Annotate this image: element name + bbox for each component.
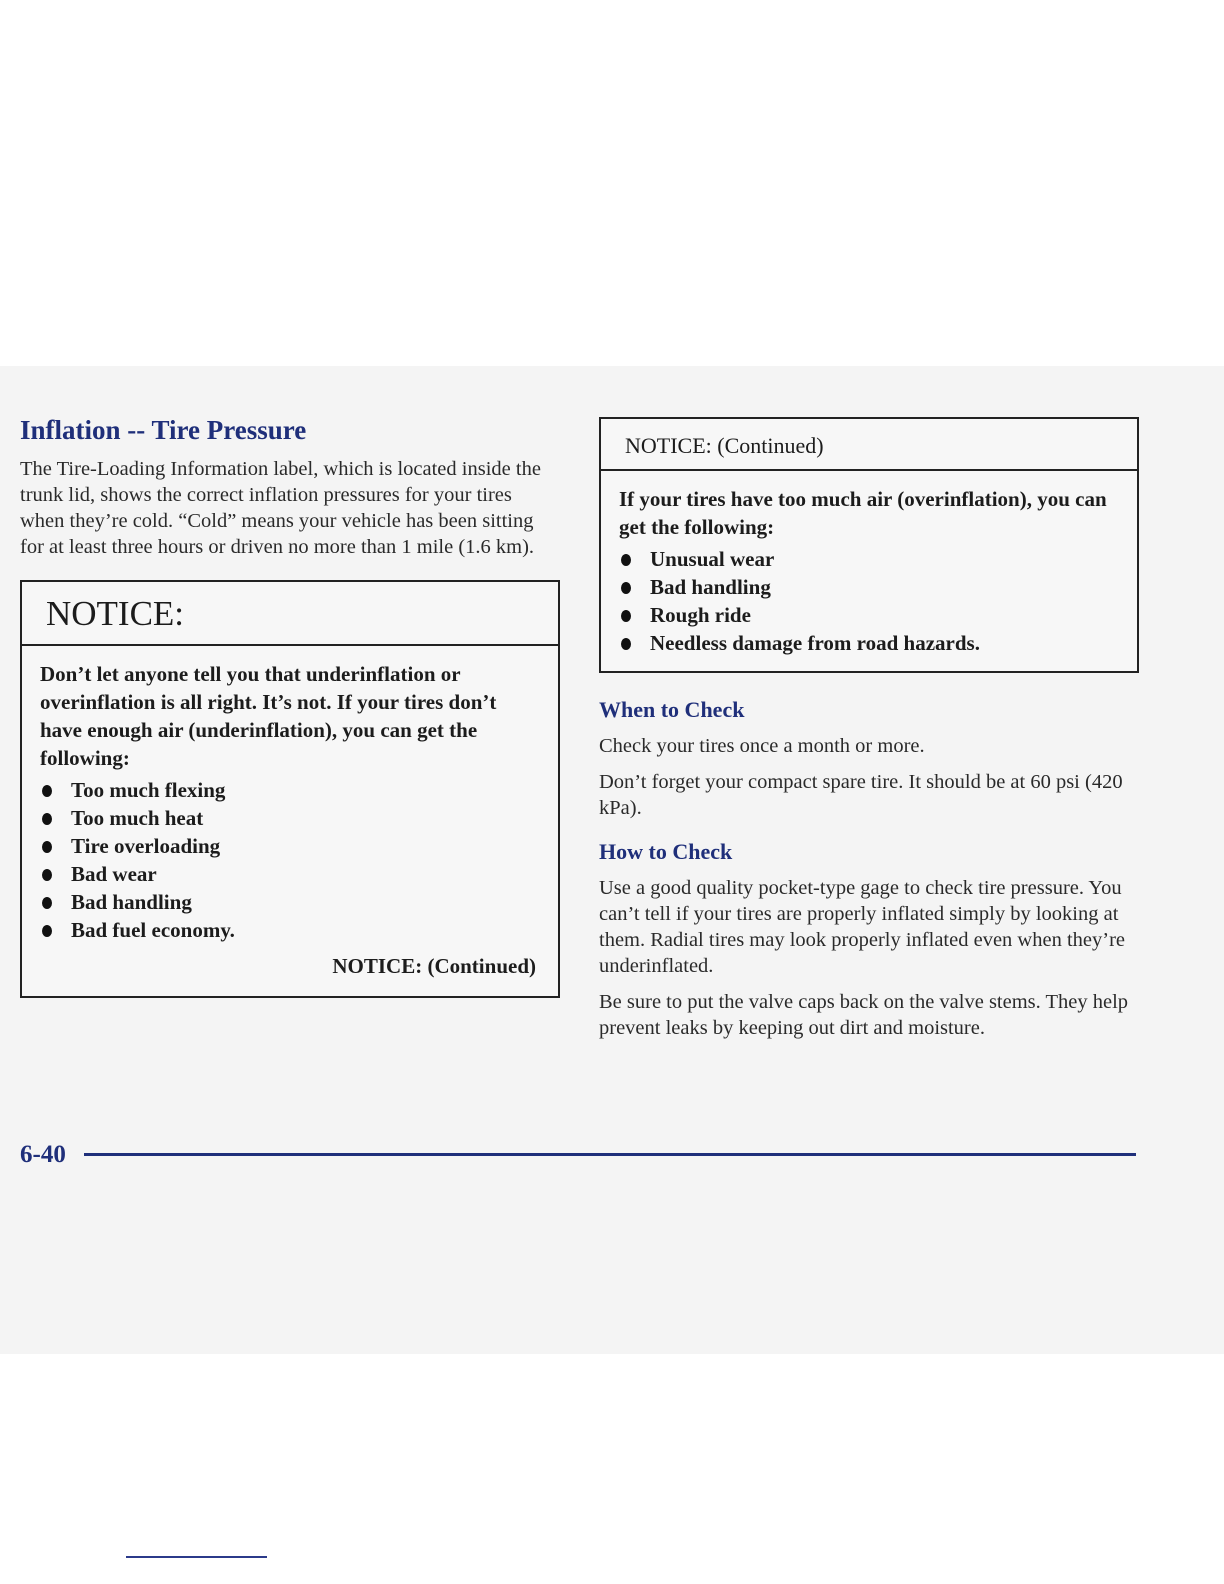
how-to-check-title: How to Check [599, 839, 733, 864]
list-item: Unusual wear [619, 545, 1119, 573]
footer-rule [84, 1153, 1136, 1156]
intro-paragraph: The Tire-Loading Information label, which is located inside the trunk lid, shows the correct inflation pressures for your tires when they’re cold. “Cold” means your vehicle has been sitting for at least three hours or driven no more than 1 mile (1.6 km). [20, 458, 541, 558]
list-item: Bad fuel economy. [40, 916, 540, 944]
notice-continued-label: NOTICE: (Continued) [332, 954, 536, 978]
list-item: Needless damage from road hazards. [619, 629, 1119, 657]
when-paragraph-1: Check your tires once a month or more. [599, 735, 925, 757]
right-column [599, 417, 1139, 1049]
notice-bullet-list [619, 545, 1119, 657]
list-item: Bad handling [40, 888, 540, 916]
how-paragraph-2: Be sure to put the valve caps back on the valve stems. They help prevent leaks by keeping out dirt and moisture. [599, 991, 1129, 1039]
notice-text: Don’t let anyone tell you that underinflation or overinflation is all right. It’s not. If your tires don’t have enough air (underinflation), you can get the following: [40, 662, 497, 770]
list-item: Tire overloading [40, 832, 540, 860]
notice-body [601, 471, 1137, 671]
notice-continued-heading: NOTICE: (Continued) [601, 419, 1137, 471]
list-item: Too much heat [40, 804, 540, 832]
page-number: 6-40 [20, 1141, 66, 1168]
left-column [20, 412, 560, 998]
notice-box-underinflation [20, 580, 560, 998]
notice-box-overinflation [599, 417, 1139, 673]
section-title: Inflation -- Tire Pressure [20, 415, 307, 445]
list-item: Rough ride [619, 601, 1119, 629]
when-paragraph-2: Don’t forget your compact spare tire. It should be at 60 psi (420 kPa). [599, 771, 1123, 819]
notice-heading: NOTICE: [22, 582, 558, 646]
list-item: Bad handling [619, 573, 1119, 601]
page-footer [20, 1138, 1136, 1172]
notice-text: If your tires have too much air (overinflation), you can get the following: [619, 487, 1107, 539]
when-to-check-title: When to Check [599, 697, 745, 722]
how-paragraph-1: Use a good quality pocket-type gage to check tire pressure. You can’t tell if your tires are properly inflated simply by looking at them. Radial tires may look properly inflated even when they’re underinflated. [599, 877, 1125, 977]
notice-body [22, 646, 558, 996]
notice-bullet-list [40, 776, 540, 944]
list-item: Too much flexing [40, 776, 540, 804]
bottom-link-underline [126, 1556, 267, 1558]
list-item: Bad wear [40, 860, 540, 888]
